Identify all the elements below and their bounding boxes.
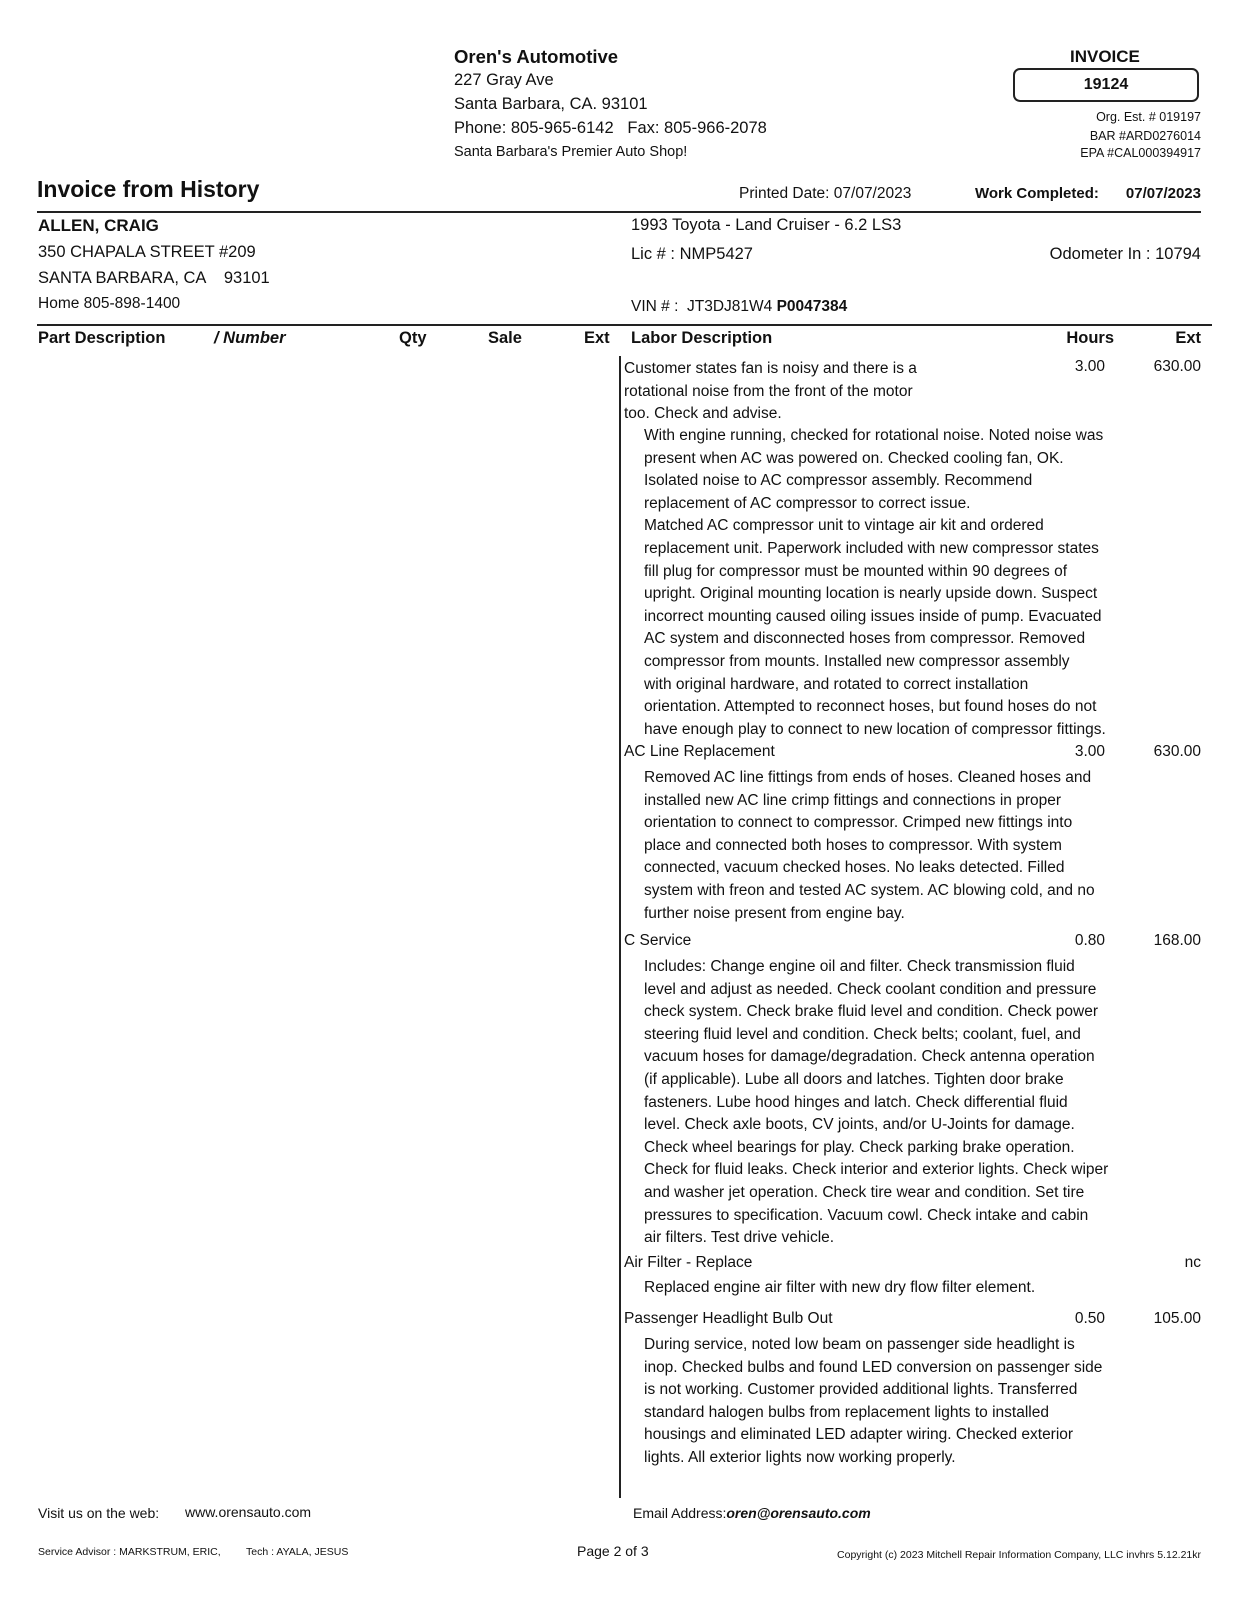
shop-address: 227 Gray Ave bbox=[454, 71, 554, 89]
customer-phone: Home 805-898-1400 bbox=[38, 295, 181, 312]
shop-name: Oren's Automotive bbox=[454, 46, 619, 67]
vin-suffix: P0047384 bbox=[776, 298, 848, 315]
job-title: C Service bbox=[624, 932, 692, 949]
col-labor-ext: Ext bbox=[1175, 329, 1201, 347]
header-divider bbox=[37, 211, 1201, 213]
job-ext: 168.00 bbox=[1153, 932, 1201, 949]
page-number: Page 2 of 3 bbox=[577, 1543, 649, 1559]
col-ext: Ext bbox=[584, 329, 610, 347]
work-completed-label: Work Completed: bbox=[975, 185, 1099, 202]
col-hours: Hours bbox=[1066, 329, 1114, 347]
job-title: Passenger Headlight Bulb Out bbox=[624, 1310, 833, 1327]
job-description: Removed AC line fittings from ends of hoses. Cleaned hoses and installed new AC line crimp fittings and connections in proper orientation to connect to compressor. Crimped new fittings into place and connected both hoses to compressor. With system connected, vacuum checked hoses. No leaks detected. Filled system with freon and tested AC system. AC blowing cold, and no further noise present from engine bay. bbox=[644, 769, 1095, 922]
printed-date: Printed Date: 07/07/2023 bbox=[739, 185, 912, 202]
vehicle-vin bbox=[631, 298, 847, 316]
job-ext: nc bbox=[1184, 1254, 1201, 1271]
col-labor-description: Labor Description bbox=[631, 329, 773, 347]
col-number: / Number bbox=[214, 329, 286, 347]
email-block bbox=[633, 1505, 871, 1521]
job-hours: 3.00 bbox=[1074, 358, 1105, 375]
invoice-number: 19124 bbox=[1013, 68, 1199, 102]
job-description: Replaced engine air filter with new dry flow filter element. bbox=[644, 1279, 1036, 1296]
job-description: With engine running, checked for rotational noise. Noted noise was present when AC was powered on. Checked cooling fan, OK. Isolated noise to AC compressor assembly. Recommend replacement of AC compressor to correct issue. Matched AC compressor unit to vintage air kit and ordered replacement unit. Paperwork included with new compressor states fill plug for compressor must be mounted within 90 degrees of upright. Original mounting location is nearly upside down. Suspect incorrect mounting caused oiling issues inside of pump. Evacuated AC system and disconnected hoses from compressor. Removed compressor from mounts. Installed new compressor assembly with original hardware, and rotated to correct installation orientation. Attempted to reconnect hoses, but found hoses do not have enough play to connect to new location of compressor fittings. bbox=[644, 427, 1106, 738]
job-description: During service, noted low beam on passenger side headlight is inop. Checked bulbs and found LED conversion on passenger side is not working. Customer provided additional lights. Transferred standard halogen bulbs from replacement lights to installed housings and eliminated LED adapter wiring. Checked exterior lights. All exterior lights now working properly. bbox=[644, 1336, 1103, 1466]
customer-city: SANTA BARBARA, CA 93101 bbox=[38, 269, 270, 287]
odometer-in: Odometer In : 10794 bbox=[1049, 245, 1201, 263]
job-hours: 0.80 bbox=[1074, 932, 1105, 949]
email-label: Email Address: bbox=[633, 1505, 727, 1521]
web-label: Visit us on the web: bbox=[38, 1505, 160, 1521]
page-title: Invoice from History bbox=[37, 176, 260, 202]
shop-city: Santa Barbara, CA. 93101 bbox=[454, 95, 648, 113]
col-sale: Sale bbox=[488, 329, 522, 347]
col-qty: Qty bbox=[399, 329, 427, 347]
job-hours: 0.50 bbox=[1074, 1310, 1105, 1327]
customer-street: 350 CHAPALA STREET #209 bbox=[38, 243, 256, 261]
copyright: Copyright (c) 2023 Mitchell Repair Information Company, LLC invhrs 5.12.21kr bbox=[837, 1549, 1201, 1561]
web-url[interactable]: www.orensauto.com bbox=[185, 1504, 312, 1520]
job-title: AC Line Replacement bbox=[624, 743, 775, 760]
work-completed-date: 07/07/2023 bbox=[1125, 185, 1201, 202]
invoice-label: INVOICE bbox=[1070, 47, 1140, 66]
col-part-description: Part Description bbox=[38, 329, 166, 347]
email-address[interactable]: oren@orensauto.com bbox=[726, 1505, 871, 1521]
bar-number: BAR #ARD0276014 bbox=[1089, 129, 1201, 143]
vehicle-description: 1993 Toyota - Land Cruiser - 6.2 LS3 bbox=[631, 216, 902, 234]
column-separator bbox=[619, 356, 621, 1498]
job-ext: 630.00 bbox=[1153, 743, 1201, 760]
job-hours: 3.00 bbox=[1074, 743, 1105, 760]
vehicle-license: Lic # : NMP5427 bbox=[631, 245, 753, 263]
org-est-number: Org. Est. # 019197 bbox=[1096, 110, 1201, 124]
columns-divider bbox=[37, 324, 1212, 326]
service-advisor: Service Advisor : MARKSTRUM, ERIC, bbox=[38, 1546, 221, 1558]
shop-tagline: Santa Barbara's Premier Auto Shop! bbox=[454, 144, 688, 160]
job-title: Air Filter - Replace bbox=[624, 1254, 753, 1271]
epa-number: EPA #CAL000394917 bbox=[1080, 146, 1201, 160]
shop-phone-fax: Phone: 805-965-6142 Fax: 805-966-2078 bbox=[454, 119, 767, 137]
job-ext: 630.00 bbox=[1153, 358, 1201, 375]
job-title: Customer states fan is noisy and there is a rotational noise from the front of the motor too. Check and advise. bbox=[624, 360, 917, 423]
job-description: Includes: Change engine oil and filter. Check transmission fluid level and adjust as needed. Check coolant condition and pressure check system. Check brake fluid level and condition. Check power steering fluid level and condition. Check belts; coolant, fuel, and vacuum hoses for damage/degradation. Check antenna operation (if applicable). Lube all doors and latches. Tighten door brake fasteners. Lube hood hinges and latch. Check differential fluid level. Check axle boots, CV joints, and/or U-Joints for damage. Check wheel bearings for play. Check parking brake operation. Check for fluid leaks. Check interior and exterior lights. Check wiper and washer jet operation. Check tire wear and condition. Set tire pressures to specification. Vacuum cowl. Check intake and cabin air filters. Test drive vehicle. bbox=[644, 958, 1109, 1247]
customer-name: ALLEN, CRAIG bbox=[38, 216, 159, 235]
job-ext: 105.00 bbox=[1153, 1310, 1201, 1327]
vin-prefix: VIN # : JT3DJ81W4 bbox=[631, 298, 777, 315]
technician: Tech : AYALA, JESUS bbox=[246, 1546, 349, 1558]
